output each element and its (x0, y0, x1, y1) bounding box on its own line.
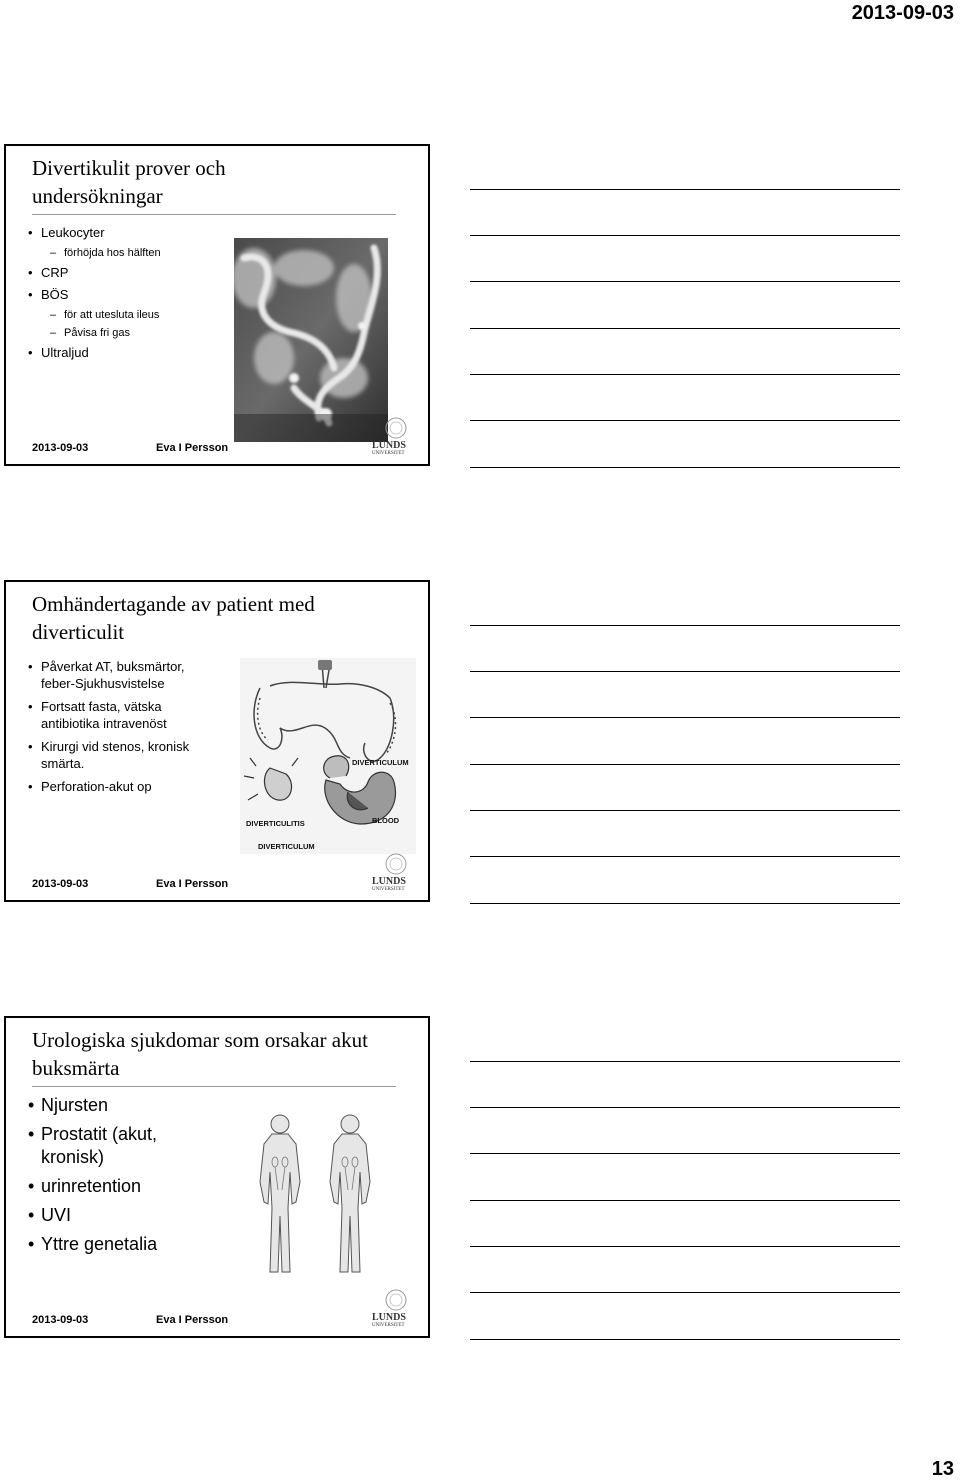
human-body-figures (244, 1112, 388, 1278)
bullet-item: • Kirurgi vid stenos, kronisk smärta. (28, 738, 218, 772)
note-line (470, 189, 900, 190)
bullet-list (28, 658, 218, 795)
diagram-label: BLOOD (372, 816, 400, 825)
note-line (470, 1339, 900, 1340)
slide-footer-author: Eva I Persson (156, 878, 229, 890)
bullet-list (28, 222, 161, 364)
logo-subtext: UNIVERSITET (372, 451, 405, 456)
note-line (470, 1292, 900, 1293)
bullet-item: • Ultraljud (28, 342, 161, 364)
note-line (470, 1153, 900, 1154)
slide-footer-author: Eva I Persson (156, 1314, 229, 1326)
note-line (470, 1246, 900, 1247)
bullet-item: • urinretention (28, 1175, 208, 1198)
note-line (470, 420, 900, 421)
note-line (470, 903, 900, 904)
bullet-item: • CRP (28, 262, 161, 284)
note-line (470, 328, 900, 329)
bullet-item: • Fortsatt fasta, vätska antibiotika intravenöst (28, 698, 218, 732)
sub-bullet-item: – Påvisa fri gas (28, 324, 161, 342)
slide-footer-date: 2013-09-03 (32, 442, 89, 454)
note-line (470, 1107, 900, 1108)
lund-university-logo (370, 1288, 412, 1328)
bullet-item: • Perforation-akut op (28, 778, 218, 795)
note-line (470, 1200, 900, 1201)
diagram-label: DIVERTICULUM (352, 758, 409, 767)
bullet-item: • UVI (28, 1204, 208, 1227)
bullet-item: • BÖS (28, 284, 161, 306)
slide-3 (4, 1016, 430, 1338)
logo-wordmark: LUNDS (372, 876, 406, 887)
bullet-list (28, 1094, 208, 1256)
note-line (470, 764, 900, 765)
note-line (470, 856, 900, 857)
logo-subtext: UNIVERSITET (372, 1323, 405, 1328)
colon-xray-image (234, 238, 388, 442)
diagram-label: DIVERTICULUM (258, 842, 315, 851)
diverticulum-diagram (240, 658, 416, 854)
bullet-item: • Leukocyter (28, 222, 161, 244)
logo-subtext: UNIVERSITET (372, 887, 405, 892)
slide-title: Divertikulit prover och undersökningar (32, 156, 226, 208)
diagram-label: DIVERTICULITIS (246, 819, 305, 828)
logo-wordmark: LUNDS (372, 1312, 406, 1323)
note-line (470, 235, 900, 236)
note-line (470, 467, 900, 468)
page-number: 13 (931, 1458, 954, 1480)
bullet-item: • Prostatit (akut, kronisk) (28, 1123, 208, 1169)
bullet-item: • Yttre genetalia (28, 1233, 208, 1256)
slide-footer-author: Eva I Persson (156, 442, 229, 454)
sub-bullet-item: – förhöjda hos hälften (28, 244, 161, 262)
slide-title: Omhändertagande av patient med diverticulit (32, 592, 315, 644)
bullet-item: • Påverkat AT, buksmärtor, feber-Sjukhusvistelse (28, 658, 218, 692)
title-divider (32, 1086, 396, 1087)
lund-university-logo (370, 416, 412, 456)
lund-university-logo (370, 852, 412, 892)
slide-footer-date: 2013-09-03 (32, 878, 89, 890)
slide-footer-date: 2013-09-03 (32, 1314, 89, 1326)
sub-bullet-item: – för att utesluta ileus (28, 306, 161, 324)
slide-1 (4, 144, 430, 466)
logo-wordmark: LUNDS (372, 440, 406, 451)
bullet-item: • Njursten (28, 1094, 208, 1117)
slide-2 (4, 580, 430, 902)
note-line (470, 374, 900, 375)
note-line (470, 281, 900, 282)
note-line (470, 810, 900, 811)
page-header-date: 2013-09-03 (851, 2, 954, 24)
note-line (470, 625, 900, 626)
note-line (470, 1061, 900, 1062)
note-line (470, 717, 900, 718)
note-line (470, 671, 900, 672)
slide-title: Urologiska sjukdomar som orsakar akut buksmärta (32, 1028, 368, 1080)
title-divider (32, 214, 396, 215)
